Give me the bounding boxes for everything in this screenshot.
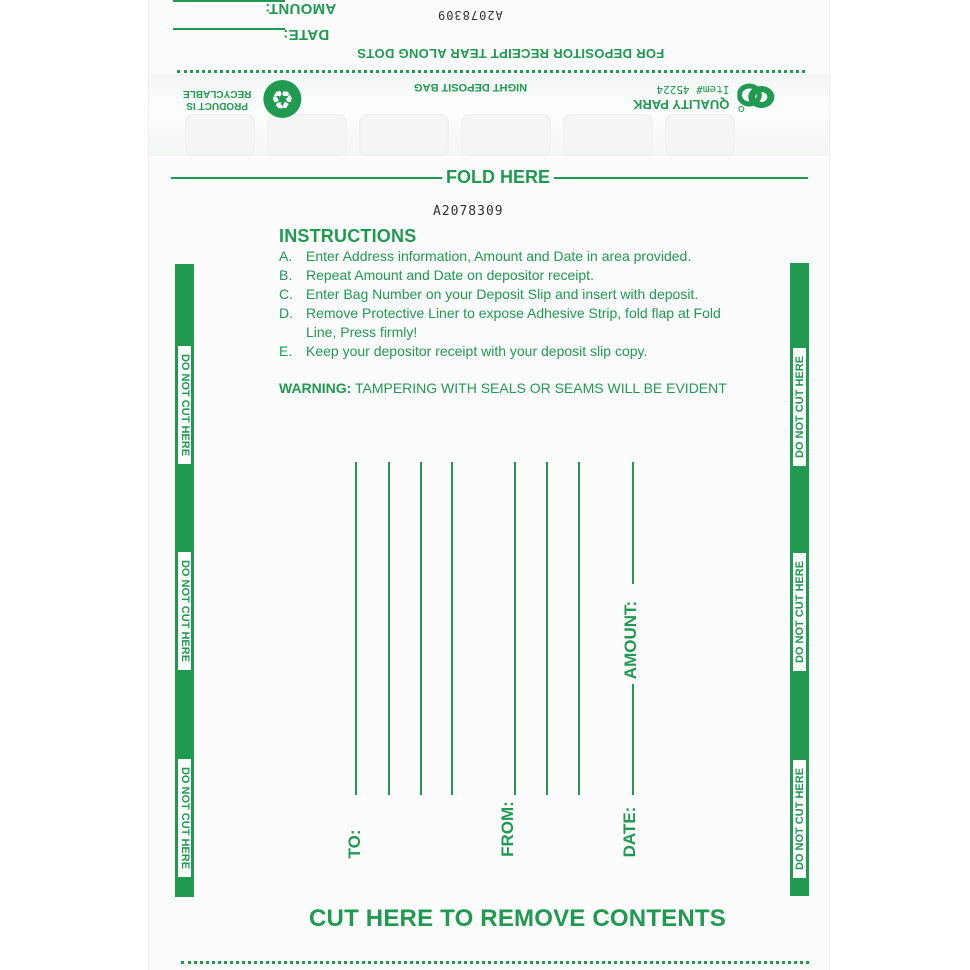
bottom-perforation[interactable]: [181, 961, 809, 964]
receipt-amount-label: AMOUNT:: [265, 0, 337, 17]
fold-label: FOLD HERE: [442, 167, 554, 188]
recycle-icon: ♻: [263, 80, 301, 118]
to-line-3[interactable]: [420, 462, 422, 795]
instructions-heading: INSTRUCTIONS: [279, 226, 417, 246]
amount-label: AMOUNT:: [621, 600, 640, 680]
amount-line[interactable]: [632, 462, 634, 584]
to-label: TO:: [345, 829, 364, 859]
strip-label: DO NOT CUT HERE: [178, 559, 191, 663]
from-line-3[interactable]: [578, 462, 580, 795]
instruction-item: D. Remove Protective Liner to expose Adhesive Strip, fold flap at Fold Line, Press firmly!: [279, 305, 721, 340]
recycle-line-1: PRODUCT IS: [186, 100, 249, 111]
receipt-date-line: [173, 28, 285, 30]
tear-instruction: FOR DEPOSITOR RECEIPT TEAR ALONG DOTS: [357, 46, 665, 61]
receipt-serial: A2078309: [437, 8, 503, 22]
bag-serial: A2078309: [433, 204, 504, 219]
recycle-line-2: RECYCLABLE: [183, 88, 252, 99]
strip-label: DO NOT CUT HERE: [178, 766, 191, 870]
to-line-1[interactable]: [355, 462, 357, 795]
cut-here-label: CUT HERE TO REMOVE CONTENTS: [309, 905, 726, 932]
tear-perforation[interactable]: [177, 70, 805, 73]
warning-label: WARNING:: [279, 380, 352, 396]
from-label: FROM:: [498, 801, 517, 857]
strip-label: DO NOT CUT HERE: [793, 767, 806, 871]
instruction-item: C. Enter Bag Number on your Deposit Slip and insert with deposit.: [279, 286, 699, 302]
right-tamper-strip: [790, 263, 809, 896]
from-line-2[interactable]: [546, 462, 548, 795]
brand-block: [633, 80, 775, 114]
instructions-block: [279, 227, 739, 398]
brand-name: QUALITY PARK: [633, 97, 730, 112]
instruction-item: E. Keep your depositor receipt with your deposit slip copy.: [279, 343, 648, 359]
quality-park-logo: [737, 80, 775, 114]
instruction-item: A. Enter Address information, Amount and Date in area provided.: [279, 248, 692, 264]
deposit-bag: [148, 0, 830, 970]
product-name: NIGHT DEPOSIT BAG: [414, 81, 528, 93]
item-number: Item# 45224: [656, 83, 730, 96]
from-line-1[interactable]: [514, 462, 516, 795]
warning-line: [279, 379, 739, 398]
recycle-block: [183, 80, 301, 118]
strip-label: DO NOT CUT HERE: [178, 353, 191, 457]
to-line-4[interactable]: [451, 462, 453, 795]
instruction-item: B. Repeat Amount and Date on depositor receipt.: [279, 267, 594, 283]
receipt-date-label: DATE:: [283, 26, 330, 43]
warning-text: TAMPERING WITH SEALS OR SEAMS WILL BE EVIDENT: [354, 380, 727, 396]
date-label: DATE:: [620, 806, 639, 858]
strip-label: DO NOT CUT HERE: [793, 355, 806, 459]
date-line[interactable]: [632, 684, 634, 795]
left-tamper-strip: [175, 264, 194, 897]
strip-label: DO NOT CUT HERE: [793, 560, 806, 664]
to-line-2[interactable]: [388, 462, 390, 795]
